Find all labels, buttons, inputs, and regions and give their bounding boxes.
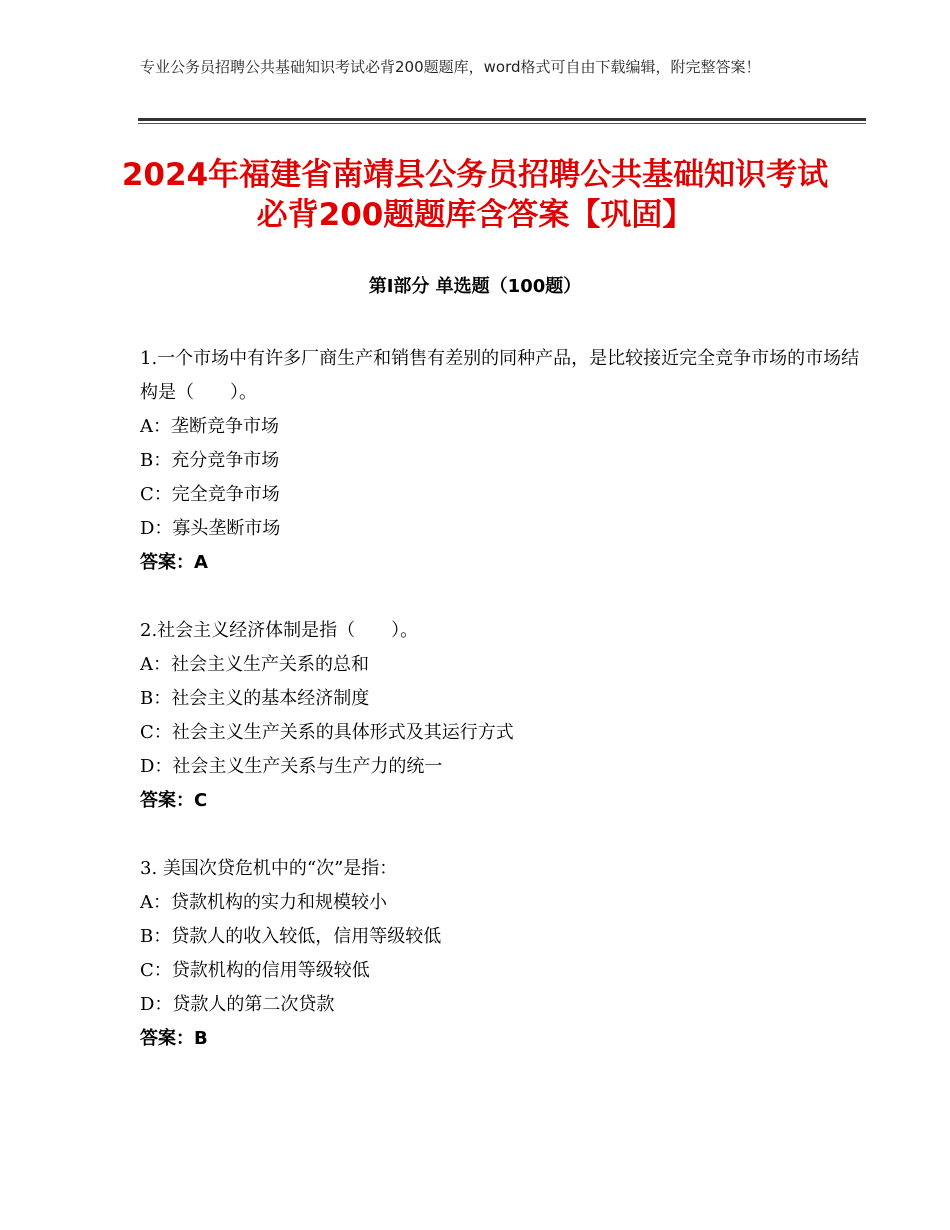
option-d: D：寡头垄断市场 (140, 518, 281, 539)
option-b: B：充分竞争市场 (140, 450, 280, 471)
answer-label: 答案：A (140, 552, 208, 573)
answer-label: 答案：B (140, 1028, 208, 1049)
option-c: C：完全竞争市场 (140, 484, 280, 505)
question-stem: 2.社会主义经济体制是指（ ）。 (140, 620, 419, 641)
document-title: 2024年福建省南靖县公务员招聘公共基础知识考试必背200题题库含答案【巩固】 (121, 157, 829, 233)
option-b: B：社会主义的基本经济制度 (140, 688, 370, 709)
option-b: B：贷款人的收入较低，信用等级较低 (140, 926, 442, 947)
option-a: A：社会主义生产关系的总和 (140, 654, 369, 675)
option-c: C：社会主义生产关系的具体形式及其运行方式 (140, 722, 514, 743)
option-a: A：贷款机构的实力和规模较小 (140, 892, 387, 913)
header-divider (138, 118, 866, 124)
answer-label: 答案：C (140, 790, 208, 811)
section-title: 第Ⅰ部分 单选题（100题） (368, 276, 582, 297)
header-divider-thick (138, 118, 866, 121)
header-note: 专业公务员招聘公共基础知识考试必背200题题库，word格式可自由下载编辑，附完整答案！ (140, 58, 761, 76)
option-d: D：社会主义生产关系与生产力的统一 (140, 756, 443, 777)
option-d: D：贷款人的第二次贷款 (140, 994, 335, 1015)
question-list (140, 342, 860, 1090)
question-3 (140, 852, 860, 1056)
option-c: C：贷款机构的信用等级较低 (140, 960, 370, 981)
question-2 (140, 614, 860, 818)
question-stem: 3. 美国次贷危机中的“次”是指： (140, 858, 398, 879)
question-stem: 1.一个市场中有许多厂商生产和销售有差别的同种产品，是比较接近完全竞争市场的市场结构是（ ）。 (140, 348, 860, 403)
question-1 (140, 342, 860, 580)
header-divider-thin (138, 123, 866, 124)
option-a: A：垄断竞争市场 (140, 416, 279, 437)
